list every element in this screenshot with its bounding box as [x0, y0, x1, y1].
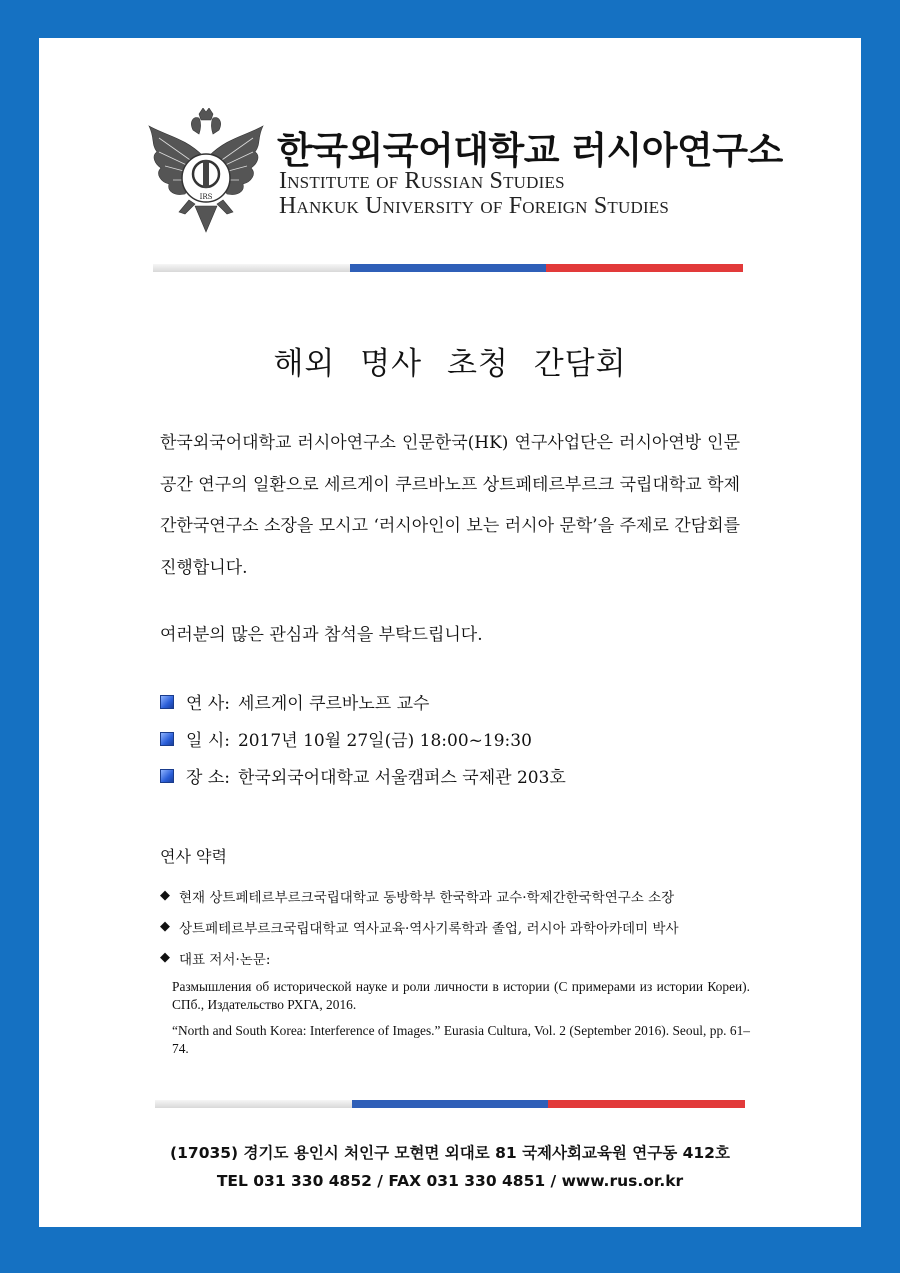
- page-title: 해외 명사 초청 간담회: [273, 346, 627, 382]
- detail-value: 한국외국어대학교 서울캠퍼스 국제관 203호: [237, 768, 566, 788]
- flag-stripe-red: [548, 1100, 745, 1108]
- detail-value: 세르게이 쿠르바노프 교수: [237, 694, 430, 714]
- detail-label: 일 시:: [186, 731, 230, 751]
- footer-contact: TEL 031 330 4852 / FAX 031 330 4851 / www.rus.or.kr: [216, 1172, 684, 1190]
- tricolor-divider-bottom: [155, 1100, 745, 1108]
- bio-item: [160, 942, 750, 973]
- publication-entry: Размышления об исторической науке и роли личности в истории (С примерами из истории Кореи). СПб., Издательство РХГА, 2016.: [172, 979, 750, 1012]
- blue-square-bullet-icon: [160, 769, 174, 783]
- publication-entry: “North and South Korea: Interference of Images.” Eurasia Cultura, Vol. 2 (September 2016). Seoul, pp. 61–74.: [172, 1023, 750, 1056]
- flag-stripe-blue: [352, 1100, 549, 1108]
- org-name-korean: 한국외국어대학교 러시아연구소: [277, 129, 783, 172]
- diamond-bullet-icon: ◆: [160, 919, 170, 934]
- detail-datetime: [160, 720, 566, 757]
- bio-item-text: 대표 저서·논문:: [179, 951, 271, 968]
- blue-square-bullet-icon: [160, 732, 174, 746]
- org-name-english-line1: Institute of Russian Studies: [279, 168, 565, 194]
- detail-value: 2017년 10월 27일(금) 18:00~19:30: [237, 731, 532, 751]
- bio-item-text: 상트페테르부르크국립대학교 역사교육·역사기록학과 졸업, 러시아 과학아카데미 박사: [179, 920, 679, 937]
- attendance-request: 여러분의 많은 관심과 참석을 부탁드립니다.: [160, 625, 483, 645]
- footer-address: (17035) 경기도 용인시 처인구 모현면 외대로 81 국제사회교육원 연구동 412호: [170, 1144, 730, 1162]
- intro-paragraph: 한국외국어대학교 러시아연구소 인문한국(HK) 연구사업단은 러시아연방 인문공간 연구의 일환으로 세르게이 쿠르바노프 상트페테르부르크 국립대학교 학제간한국연구소 소장을 모시고 ‘러시아인이 보는 러시아 문학’을 주제로 간담회를 진행합니다.: [160, 433, 740, 578]
- bio-item: [160, 911, 750, 942]
- flag-stripe-blue: [350, 264, 547, 272]
- detail-speaker: [160, 683, 566, 720]
- diamond-bullet-icon: ◆: [160, 950, 170, 965]
- detail-label: 연 사:: [186, 694, 230, 714]
- header: [39, 38, 861, 278]
- blue-square-bullet-icon: [160, 695, 174, 709]
- double-headed-eagle-emblem: [145, 108, 267, 236]
- publication-list: [172, 978, 750, 1066]
- diamond-bullet-icon: ◆: [160, 888, 170, 903]
- flag-stripe-white: [155, 1100, 352, 1108]
- detail-venue: [160, 757, 566, 794]
- event-details: [160, 683, 566, 794]
- bio-heading: 연사 약력: [160, 847, 227, 866]
- tricolor-divider-top: [153, 264, 743, 272]
- poster-page: [39, 38, 861, 1227]
- svg-text:IRS: IRS: [199, 193, 213, 201]
- bio-item-text: 현재 상트페테르부르크국립대학교 동방학부 한국학과 교수·학제간한국학연구소 소장: [179, 889, 675, 906]
- detail-label: 장 소:: [186, 768, 230, 788]
- org-name-english-line2: Hankuk University of Foreign Studies: [279, 193, 670, 219]
- flag-stripe-white: [153, 264, 350, 272]
- flag-stripe-red: [546, 264, 743, 272]
- bio-list: [160, 880, 750, 973]
- bio-item: [160, 880, 750, 911]
